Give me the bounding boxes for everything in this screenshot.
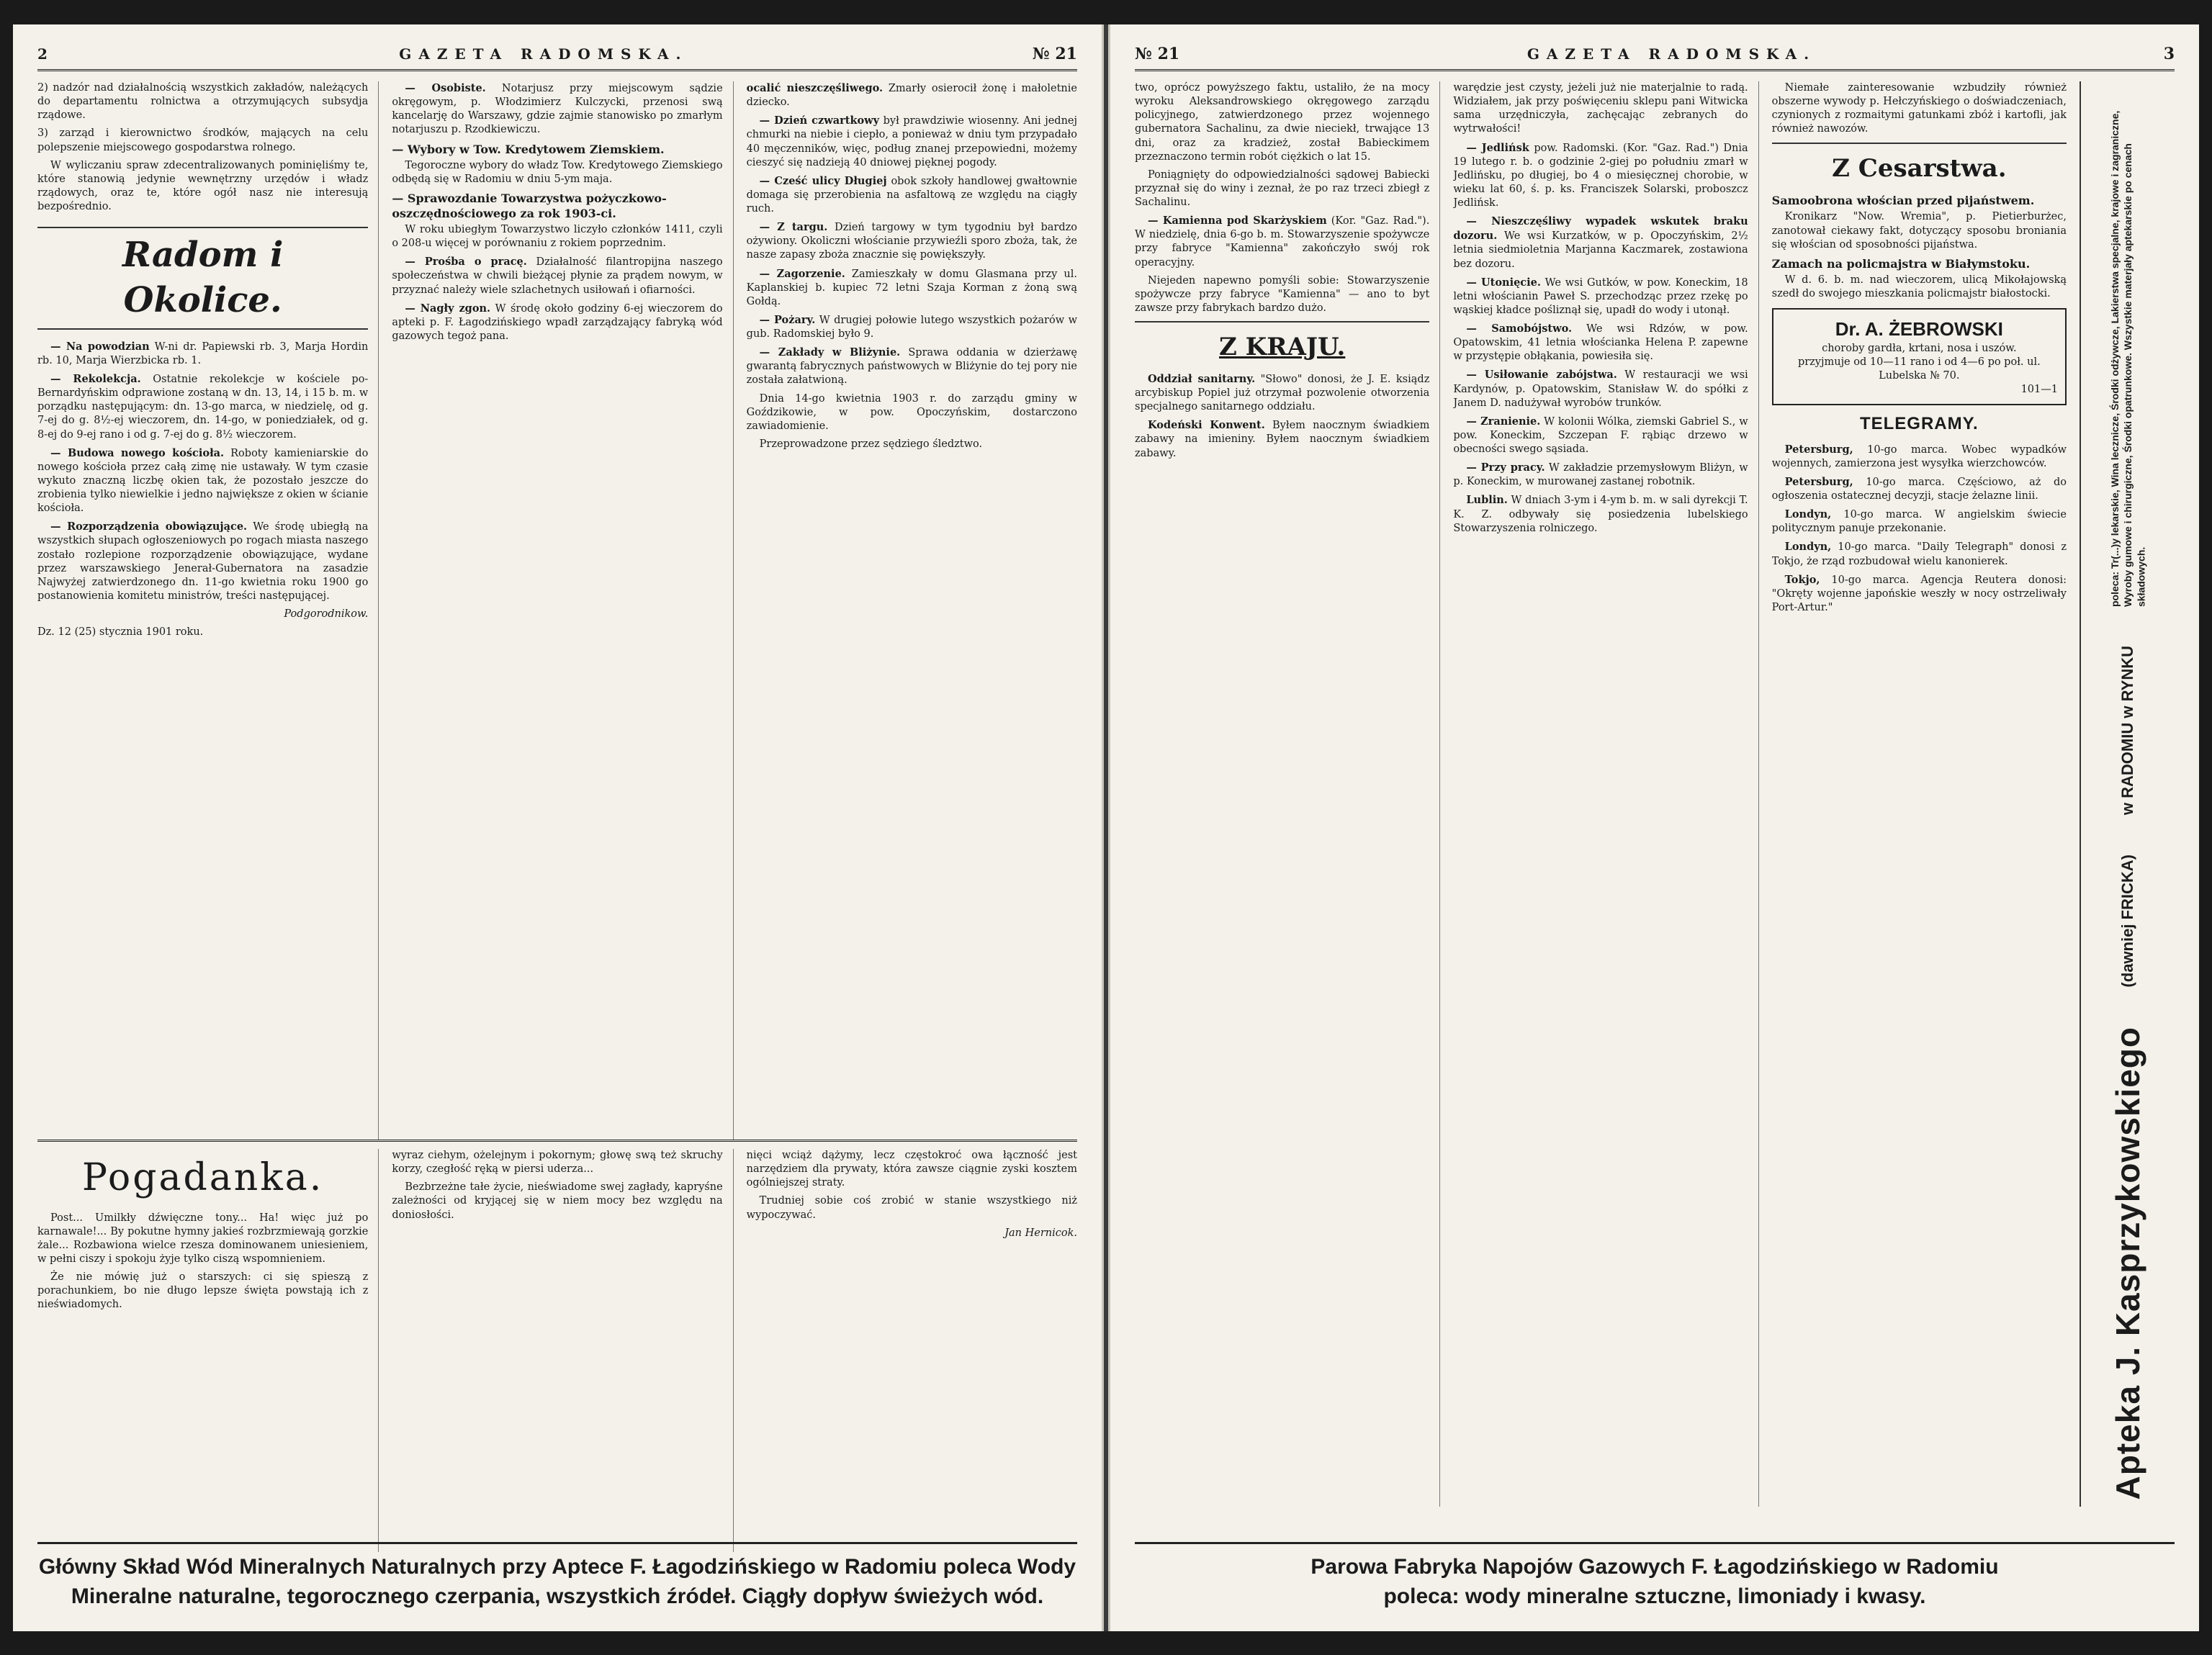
- paragraph: 2) nadzór nad działalnością wszystkich zakładów, należących do departamentu rolnictwa a otrzymujących subsydja rządowe.: [37, 82, 369, 122]
- item-heading: — Nagły zgon.: [405, 302, 491, 315]
- right-text-columns: [1135, 81, 2067, 1507]
- item-text: pow. Radomski. (Kor. "Gaz. Rad.") Dnia 19 lutego r. b. o godzinie 2-giej po południu zmarł w Jedlińsku, po długiej, bo 4 o miesięcznej chorobie, w wieku lat 60, ś. p. ks. Franciszek Solarski, proboszcz Jedlińsk.: [1453, 142, 1748, 209]
- item-text: Zmarły osierocił żonę i małoletnie dziecko.: [746, 83, 1077, 109]
- masthead-title: GAZETA RADOMSKA.: [1527, 45, 1817, 63]
- left-upper-columns: [37, 81, 1077, 1140]
- pharmacy-former-name: (dawniej FRICKA): [2118, 854, 2136, 988]
- item-text: We wsi Gutków, w pow. Koneckim, 18 letni włościanin Paweł S. przechodząc przez rzekę po wąskiej kładce pośliznął się, upadł do wody i utonął.: [1453, 276, 1748, 316]
- item-heading: — Zakłady w Bliżynie.: [759, 346, 901, 359]
- telegram-place: Tokjo,: [1784, 573, 1820, 586]
- item-text: W dniach 3-ym i 4-ym b. m. w sali dyrekcji T. K. Z. odbywały się posiedzenia lubelskiego Stowarzyszenia rolniczego.: [1453, 495, 1748, 534]
- item-text: W kolonii Wólka, ziemski Gabriel S., w pow. Koneckim, Szczepan F. rąbiąc drzewo w obecności swego sąsiada.: [1453, 415, 1748, 455]
- pogadanka-area: [37, 1140, 1077, 1552]
- item-text: "Słowo" donosi, że J. E. ksiądz arcybiskup Popiel już otrzymał pozwolenie otworzenia specjalnego sanitarnego oddziału.: [1135, 373, 1430, 413]
- item-heading: — Dzień czwartkowy: [759, 114, 880, 127]
- doctor-advertisement: [1772, 308, 2067, 405]
- ad-line: poleca: wody mineralne sztuczne, limoniady i kwasy.: [1383, 1584, 1926, 1608]
- item-text: Sprawa oddania w dzierżawę gwarantą fabrycznych państwowych w Bliżynie do tej pory nie została załatwioną.: [746, 347, 1077, 387]
- pharmacy-name: Apteka J. Kasprzykowskiego: [2109, 1026, 2146, 1500]
- item-heading: — Samobójstwo.: [1466, 323, 1573, 335]
- item-text: We wsi Rdzów, w pow. Opatowskim, 41 letnia włościanka Helena P. zapewne w przystępie obłąkania, powiesiła się.: [1453, 323, 1748, 363]
- issue-number: № 21: [1032, 45, 1077, 63]
- item-heading: — Cześć ulicy Długiej: [759, 174, 887, 187]
- item-heading: — Jedlińsk: [1466, 141, 1529, 154]
- item-heading: — Przy pracy.: [1466, 461, 1545, 474]
- right-column-3: [1772, 81, 2067, 1507]
- section-title-radom: Radom i Okolice.: [37, 227, 368, 330]
- item-heading: — Budowa nowego kościoła.: [50, 446, 225, 459]
- telegram-place: Petersburg,: [1784, 443, 1853, 456]
- right-column-2: [1453, 81, 1758, 1507]
- divider: [1772, 143, 2067, 144]
- telegram-text: 10-go marca. Częściowo, aż do ogłoszenia ostatecznej decyzji, stacje żelazne linii.: [1771, 476, 2067, 502]
- telegram-text: 10-go marca. Agencja Reutera donosi: "Okręty wojenne japońskie weszły w nocy ostrzeliwały Port-Artur.": [1771, 574, 2067, 613]
- item-text: Notarjusz przy miejscowym sądzie okręgowym, p. Włodzimierz Kulczycki, przenosi swą kancelarję do Warszawy, gdzie zajmie stanowisko po zmarłym notarjuszu p. Rzodkiewiczu.: [392, 83, 723, 136]
- item-text: W roku ubiegłym Towarzystwo liczyło członków 1411, czyli o 208-u więcej w porównaniu z rokiem poprzednim.: [392, 224, 723, 250]
- item-text: Tegoroczne wybory do władz Tow. Kredytowego Ziemskiego odbędą się w Radomiu w dniu 5-ym maja.: [392, 159, 723, 185]
- telegram-place: Petersburg,: [1784, 475, 1853, 488]
- paragraph: Że nie mówię już o starszych: ci się spieszą z porachunkiem, bo nie długo lepsze święta powstają ich z nieświadomych.: [37, 1271, 369, 1311]
- ad-line: Mineralne naturalne, tegorocznego czerpania, wszystkich źródeł. Ciągły dopływ świeżych wód.: [71, 1584, 1044, 1608]
- left-column-2: [392, 81, 733, 1140]
- telegram-place: Londyn,: [1784, 541, 1832, 554]
- pogadanka-title: Pogadanka.: [82, 1156, 324, 1199]
- ad-specialty: choroby gardła, krtani, nosa i uszów.: [1822, 342, 2017, 354]
- item-heading: — Wybory w Tow. Kredytowem Ziemskiem.: [392, 142, 665, 156]
- paragraph: two, oprócz powyższego faktu, ustaliło, że na mocy wyroku Aleksandrowskiego okręgowego zarządu policyjnego, zatwierdzonego przez wojennego gubernatora Sachalinu, za dwie nieciekł, trwające 13 dni, oraz za kradzież, został Babieckimem przeznaczono termin robót ciężkich o lat 15.: [1135, 82, 1430, 163]
- right-main: [1135, 81, 2175, 1507]
- item-text: We wsi Kurzatków, w p. Opoczyńskim, 2½ letnia siedmioletnia Marjanna Kaczmarek, zostawiona bez dozoru.: [1453, 230, 1748, 270]
- pogadanka-column-2: [392, 1149, 733, 1552]
- item-text: (Kor. "Gaz. Rad."). W niedzielę, dnia 6-go b. m. Stowarzyszenie spożywcze przy fabryce "Kamienna" zakończyło swój rok operacyjny.: [1135, 215, 1430, 269]
- running-head-right: [1135, 45, 2175, 71]
- date-line: Dz. 12 (25) stycznia 1901 roku.: [37, 626, 204, 639]
- item-heading: — Rozporządzenia obowiązujące.: [50, 520, 248, 533]
- item-heading: — Z targu.: [759, 221, 828, 234]
- issue-number: № 21: [1135, 45, 1180, 63]
- item-text: był prawdziwie wiosenny. Ani jednej chmurki na niebie i ciepło, a ponieważ w dniu tym przypadało 40 męczenników, więc, podług znanej przepowiedni, możemy cieszyć się nadzieją 40 dniowej pięknej pogody.: [746, 115, 1077, 168]
- signature: Jan Hernicok.: [1004, 1227, 1077, 1239]
- left-column-1: [37, 81, 379, 1140]
- item-heading: — Usiłowanie zabójstwa.: [1466, 369, 1617, 382]
- left-page: [13, 24, 1104, 1631]
- paragraph: Trudniej sobie coś zrobić w stanie wszystkiego niż wypoczywać.: [746, 1195, 1077, 1221]
- section-title-z-kraju: Z KRAJU.: [1219, 333, 1346, 361]
- section-title-z-cesarstwa: Z Cesarstwa.: [1832, 153, 2007, 183]
- item-text: Dnia 14-go kwietnia 1903 r. do zarządu gminy w Goździkowie, w pow. Opoczyńskim, dostarczono zawiadomienie.: [746, 392, 1077, 432]
- item-heading: Kodeński Konwent.: [1148, 419, 1265, 432]
- pharmacy-vertical-advertisement: [2080, 81, 2175, 1507]
- item-heading: — Zranienie.: [1466, 415, 1541, 428]
- telegram-text: 10-go marca. Wobec wypadków wojennych, zamierzona jest wysyłka wierzchowców.: [1771, 443, 2067, 469]
- item-text: Dzień targowy w tym tygodniu był bardzo ożywiony. Okoliczni włościanie przywieźli sporo zboża, tak, że nasze zapasy zboża znacznie się powiększyły.: [746, 222, 1077, 261]
- paragraph: Poniągnięty do odpowiedzialności sądowej Babiecki przyznał się do winy i zeznał, że po raz trzeci zbiegł z Sachalinu.: [1135, 168, 1430, 208]
- item-text: W zakładzie przemysłowym Bliżyn, w p. Koneckim, w murowanej zastanej robotnik.: [1453, 462, 1748, 488]
- pharmacy-location: w RADOMIU w RYNKU: [2118, 646, 2136, 816]
- item-heading: Lublin.: [1466, 494, 1508, 507]
- item-text: W restauracji we wsi Kardynów, p. Opatowskim, Stanisław W. do spółki z Janem D. nadużywał wyrobów trunków.: [1453, 369, 1748, 409]
- item-text: W d. 6. b. m. nad wieczorem, ulicą Mikołajowską szedł do swojego mieszkania policmajstr białostocki.: [1771, 274, 2067, 300]
- running-head-left: [37, 45, 1077, 71]
- item-text: W środę około godziny 6-ej wieczorem do apteki p. F. Łagodzińskiego wpadł zarządzający fabryką wód gazowych tegoż pana.: [392, 302, 723, 342]
- item-text: Przeprowadzone przez sędziego śledztwo.: [759, 438, 983, 450]
- item-text: Kronikarz "Now. Wremia", p. Pietierburżec, zanotował ciekawy fakt, dotyczący sposobu broniania się włościan od sposobności pijaństwa.: [1771, 211, 2067, 251]
- item-heading: Samoobrona włościan przed pijaństwem.: [1771, 194, 2035, 208]
- telegram-text: 10-go marca. W angielskim świecie politycznym panuje przekonanie.: [1771, 509, 2067, 535]
- item-heading: Zamach na policmajstra w Białymstoku.: [1771, 256, 2031, 271]
- right-page: [1108, 24, 2199, 1631]
- pharmacy-products-text: poleca: Tr(...)y lekarskie, Wina lecznicze, Środki odżywcze, Lakierstwa specjalne, krajowe i zagraniczne, Wyroby gumowe i chirurgiczne, Środki opatrunkowe. Wszystkie materjały aptekarskie po cenach składowych.: [2108, 110, 2147, 607]
- item-text: Byłem naocznym świadkiem zabawy na imieniny. Byłem naocznym świadkiem zabawy.: [1135, 420, 1430, 459]
- paragraph: Niemałe zainteresowanie wzbudziły również obszerne wywody p. Hełczyńskiego o doświadczeniach, czynionych z rozmaitymi gatunkami zbóż i kartofli, jak również nawozów.: [1771, 82, 2067, 135]
- page-number-left-blank: 2: [37, 45, 55, 63]
- footer-advertisement-left: [37, 1542, 1077, 1611]
- telegrams-title: TELEGRAMY.: [1859, 414, 1979, 434]
- item-text: Ostatnie rekolekcje w kościele po-Bernardyńskim odprawione zostaną w dn. 13, 14, i 15 b. m. w porządku następującym: dn. 13-go marca, w niedzielę, od g. 7-ej do g. 8½-ej wieczorem, dn. 14-go, w poniedziałek, od g. 8-ej do 9-ej rano i od g. 7-ej do g. 8½ wieczorem.: [37, 374, 369, 441]
- item-heading: — Nieszczęśliwy wypadek wskutek braku dozoru.: [1453, 215, 1748, 243]
- item-text: Zamieszkały w domu Glasmana przy ul. Kaplanskiej b. kupiec 72 letni Szaja Korman z żoną swą Gołdą.: [746, 268, 1077, 307]
- left-column-3: [747, 81, 1077, 1140]
- page-spine: [1104, 24, 1108, 1631]
- paragraph: Post... Umilkły dźwięczne tony... Ha! więc już po karnawale!... By pokutne hymny jakieś rozbrzmiewają gorzkie żale... Rozbawiona wielce rzesza dominowanem uniesieniem, w pełni ciszy i spokoju żyje tylko ciszą wspomnieniem.: [37, 1212, 369, 1265]
- paragraph: warędzie jest czysty, jeżeli już nie materjalnie to radą. Widziałem, jak przy poświęceniu sklepu pani Witwicka sama urzędniczyła, zachęcając zebranych do wytrwałości!: [1453, 82, 1748, 135]
- item-text: W-ni dr. Papiewski rb. 3, Marja Hordin rb. 10, Marja Wierzbicka rb. 1.: [37, 341, 369, 366]
- item-heading: — Zagorzenie.: [759, 267, 845, 280]
- item-text: We środę ubiegłą na wszystkich słupach ogłoszeniowych po rogach miasta naszego zostało rozlepione rozporządzenie obowiązujące, wydane przez warszawskiego Jenerał-Gubernatora na zasadzie Najwyżej zatwierdzonego dn. 11-go kwietnia roku 1900 go postanowienia komitetu ministrów, treści następującej.: [37, 521, 369, 602]
- item-heading: — Pożary.: [759, 313, 816, 326]
- ad-doctor-name: Dr. A. ŻEBROWSKI: [1835, 318, 2003, 341]
- paragraph: W wyliczaniu spraw zdecentralizowanych pominięliśmy te, które stanowią jedynie wewnętrzny urzędów i władz rządowych, oraz te, które ogół nasz nie interesują bezpośrednio.: [37, 159, 369, 212]
- pogadanka-column-3: [747, 1149, 1077, 1552]
- right-column-1: [1135, 81, 1440, 1507]
- item-text: obok szkoły handlowej gwałtownie domaga się przerobienia na asfaltową ze względu na ciągły ruch.: [746, 175, 1077, 215]
- ad-line: Główny Skład Wód Mineralnych Naturalnych przy Aptece F. Łagodzińskiego w Radomiu poleca Wody: [38, 1555, 1076, 1579]
- masthead-title: GAZETA RADOMSKA.: [399, 45, 688, 63]
- item-text: Niejeden napewno pomyśli sobie: Stowarzyszenie spożywcze przy fabryce "Kamienna" — ano to byt zawsze przy fabrykach bardzo dużo.: [1135, 274, 1430, 314]
- item-heading: — Na powodzian: [50, 340, 150, 353]
- footer-advertisement-right: [1135, 1542, 2175, 1611]
- item-heading: Oddział sanitarny.: [1148, 372, 1256, 385]
- telegram-text: 10-go marca. "Daily Telegraph" donosi z Tokjo, że rząd rozbudował wielu kanonierek.: [1771, 541, 2067, 567]
- paragraph: wyraz ciehym, ożelejnym i pokornym; głowę swą też skruchy korzy, czegłość ręką w piersi uderza...: [392, 1150, 723, 1176]
- item-text: Roboty kamieniarskie do nowego kościoła przez całą zimę nie ustawały. W tym czasie wykuto znaczną liczbę okien tak, że pozostało jeszcze do zrobienia tylko niewielkie i jedno największe z okien w ścianie kościoła.: [37, 447, 369, 515]
- item-heading: — Prośba o pracę.: [405, 256, 527, 269]
- item-text: W drugiej połowie lutego wszystkich pożarów w gub. Radomskiej było 9.: [746, 314, 1077, 340]
- ad-hours: przyjmuje od 10—11 rano i od 4—6 po poł. ul. Lubelska № 70.: [1797, 356, 2041, 382]
- item-heading: — Kamienna pod Skarżyskiem: [1148, 215, 1327, 227]
- ad-code: 101—1: [2020, 383, 2058, 395]
- signature: Podgorodnikow.: [284, 608, 369, 621]
- ad-line: Parowa Fabryka Napojów Gazowych F. Łagodzińskiego w Radomiu: [1310, 1555, 1999, 1579]
- page-number: 3: [2163, 45, 2175, 63]
- item-heading: — Osobiste.: [405, 82, 486, 94]
- pogadanka-column-1: [37, 1149, 379, 1552]
- paragraph: 3) zarząd i kierownictwo środków, mających na celu polepszenie miejscowego gospodarstwa rolnego.: [37, 127, 369, 153]
- item-heading: ocalić nieszczęśliwego.: [746, 82, 884, 94]
- item-heading: — Rekolekcja.: [50, 373, 141, 386]
- item-heading: — Sprawozdanie Towarzystwa pożyczkowo-oszczędnościowego za rok 1903-ci.: [392, 191, 667, 220]
- divider: [1135, 321, 1429, 323]
- telegram-place: Londyn,: [1784, 508, 1832, 521]
- item-text: Działalność filantropijna naszego społeczeństwa w chwili bieżącej płynie za prądem nowym, w przyznać należy wiele szlachetnych usiłowań i ofiarności.: [392, 256, 723, 296]
- paragraph: Bezbrzeżne tałe życie, nieświadome swej zagłady, kapryśne zależności od kryjącej się w niem mocy bez względu na doniosłości.: [392, 1181, 723, 1221]
- item-heading: — Utonięcie.: [1466, 276, 1541, 289]
- paragraph: nięci wciąż dążymy, lecz częstokroć owa łączność jest narzędziem dla prywaty, która zawsze ciągnie zyski kosztem ogólniejszej straty.: [746, 1150, 1077, 1189]
